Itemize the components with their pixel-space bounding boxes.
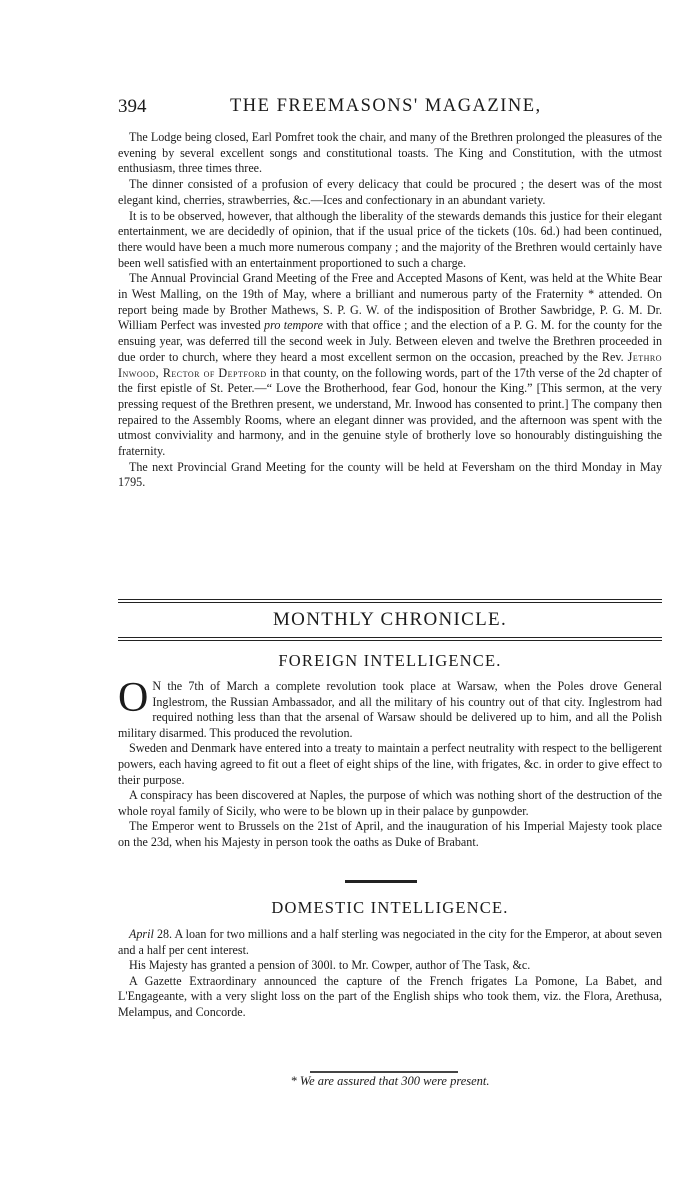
section-divider bbox=[118, 637, 662, 641]
text-run: 28. A loan for two millions and a half sterling was negociated in the city for the Emperor, at about seven and a half per cent interest. bbox=[118, 927, 662, 957]
page-number: 394 bbox=[118, 96, 147, 117]
paragraph: The next Provincial Grand Meeting for the county will be held at Feversham on the third Monday in May 1795. bbox=[118, 459, 662, 490]
text-run: with that office ; and the election of a P. G. M. for the county for the ensuing year, was deferred till the second week in July. Between eleven and twelve the Brethren proceeded in due order to church, where they heard a most excellent sermon on the occasion, preached by the Rev. bbox=[118, 318, 662, 364]
paragraph: The dinner consisted of a profusion of every delicacy that could be procured ; the desert was of the most elegant kind, cherries, strawberries, &c.—Ices and confectionary in an abundant variety. bbox=[118, 177, 662, 207]
section-divider bbox=[118, 599, 662, 603]
date-label: April bbox=[129, 927, 154, 941]
paragraph: A conspiracy has been discovered at Naples, the purpose of which was nothing short of the destruction of the whole royal family of Sicily, who were to be blown up in their palace by gunpowder. bbox=[118, 788, 662, 818]
short-divider bbox=[345, 880, 417, 883]
footnote: * We are assured that 300 were present. bbox=[290, 1074, 490, 1088]
lodge-report bbox=[118, 130, 662, 491]
latin-phrase: pro tempore bbox=[264, 318, 323, 333]
paragraph: It is to be observed, however, that although the liberality of the stewards demands this justice for their elegant entertainment, we are decidedly of opinion, that if the usual price of the tickets (10s. 6d.) had been continued, there would have been a much more numerous company ; and the majority of the Brethren would certainly have been well satisfied with an entertainment proportioned to such a charge. bbox=[118, 208, 662, 270]
paragraph: His Majesty has granted a pension of 300l. to Mr. Cowper, author of The Task, &c. bbox=[129, 958, 531, 973]
footnote-divider bbox=[310, 1071, 458, 1073]
foreign-intelligence-body bbox=[118, 675, 662, 851]
drop-cap: O bbox=[118, 675, 149, 721]
foreign-intelligence-heading: FOREIGN INTELLIGENCE. bbox=[278, 651, 502, 670]
magazine-title: THE FREEMASONS' MAGAZINE, bbox=[230, 96, 542, 116]
paragraph: The Lodge being closed, Earl Pomfret took the chair, and many of the Brethren prolonged the pleasures of the evening by several excellent songs and constitutional toasts. The King and Constitution, with the utmost enthusiasm, three times three. bbox=[118, 130, 662, 176]
paragraph bbox=[118, 927, 662, 958]
text-run: N the 7th of March a complete revolution took place at Warsaw, when the Poles drove General Inglestrom, the Russian Ambassador, and all the military of his country out of that city. Inglestrom had required nothing less than that the arsenal of Warsaw should be delivered up to him, and all the Polish military disarmed. This produced the revolution. bbox=[118, 679, 662, 740]
paragraph: The Emperor went to Brussels on the 21st of April, and the inauguration of his Imperial Majesty took place on the 23d, when his Majesty in person took the oaths as Duke of Brabant. bbox=[118, 819, 662, 849]
paragraph: A Gazette Extraordinary announced the capture of the French frigates La Pomone, La Babet, and L'Engageante, with a very slight loss on the part of the English ships who took them, viz. the Flora, Arethusa, Melampus, and Concorde. bbox=[118, 973, 662, 1019]
domestic-intelligence-body bbox=[118, 927, 662, 1021]
text-run: The Annual Provincial Grand Meeting of the Free and Accepted Masons of Kent, was held at the White Bear in West Malling, on the 19th of May, where a brilliant and numerous party of the Fraternity * attended. On report being made by Brother Mathews, S. P. G. W. of the indisposition of Brother Sawbridge, P. G. M. Dr. William Perfect was invested bbox=[118, 271, 662, 333]
preacher-name: Jethro Inwood, Rector of Deptford bbox=[118, 349, 662, 380]
kent-meeting-paragraph bbox=[118, 271, 662, 459]
paragraph bbox=[118, 675, 662, 741]
domestic-intelligence-heading: DOMESTIC INTELLIGENCE. bbox=[271, 898, 509, 917]
monthly-chronicle-heading: MONTHLY CHRONICLE. bbox=[272, 609, 507, 630]
text-run: in that county, on the following words, part of the 17th verse of the 2d chapter of the first epistle of St. Peter.—“ Love the Brotherhood, fear God, honour the King.” [This sermon, at the very pressing request of the Brethren present, we understand, Mr. Inwood has consented to print.] The company then repaired to the Assembly Rooms, where an elegant dinner was provided, and the afternoon was spent with the utmost conviviality and harmony, and in the genuine style of brotherly love so honourably distinguishing the fraternity. bbox=[118, 365, 663, 459]
paragraph: Sweden and Denmark have entered into a treaty to maintain a perfect neutrality with respect to the belligerent powers, each having agreed to fit out a fleet of eight ships of the line, with frigates, &c. in order to give effect to their purpose. bbox=[118, 741, 662, 787]
page-header bbox=[118, 96, 662, 126]
